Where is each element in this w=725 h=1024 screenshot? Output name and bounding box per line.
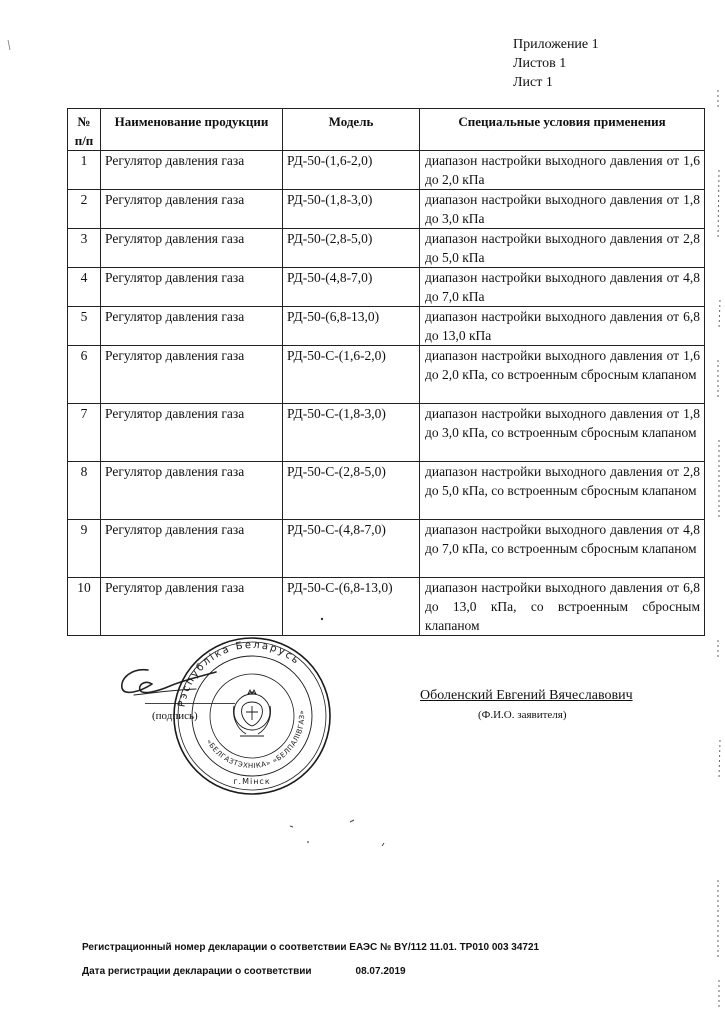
row-conditions: диапазон настройки выходного давления от 2,8 до 5,0 кПа, со встроенным сбросным клапаном (420, 462, 705, 520)
table-row (68, 307, 705, 346)
scan-edge-marks (706, 0, 725, 1024)
stamp-city: г.Мінск (233, 777, 271, 786)
registration-date-row (82, 966, 406, 977)
row-number: 1 (68, 151, 101, 190)
row-model: РД-50-(6,8-13,0) (283, 307, 420, 346)
appendix-header (513, 35, 599, 92)
sheet-number: Лист 1 (513, 75, 553, 90)
row-model: РД-50-С-(1,8-3,0) (283, 404, 420, 462)
row-product-name: Регулятор давления газа (101, 404, 283, 462)
row-product-name: Регулятор давления газа (101, 151, 283, 190)
table-row (68, 268, 705, 307)
row-model: РД-50-С-(4,8-7,0) (283, 520, 420, 578)
row-conditions: диапазон настройки выходного давления от 4,8 до 7,0 кПа, со встроенным сбросным клапаном (420, 520, 705, 578)
row-conditions: диапазон настройки выходного давления от 1,6 до 2,0 кПа, со встроенным сбросным клапаном (420, 346, 705, 404)
row-product-name: Регулятор давления газа (101, 578, 283, 636)
table-row (68, 462, 705, 520)
registration-number: Регистрационный номер декларации о соответствии ЕАЭС № BY/112 11.01. ТР010 003 34721 (82, 942, 540, 953)
table-body (68, 151, 705, 636)
row-conditions: диапазон настройки выходного давления от 1,6 до 2,0 кПа (420, 151, 705, 190)
stamp-outer-text: Рэспубліка Беларусь (176, 639, 303, 709)
row-model: РД-50-(1,8-3,0) (283, 190, 420, 229)
row-product-name: Регулятор давления газа (101, 520, 283, 578)
row-product-name: Регулятор давления газа (101, 462, 283, 520)
svg-text:«БЕЛГАЗТЭХНІКА» «БЕЛПАЛІВГАЗ» (205, 710, 306, 771)
row-product-name: Регулятор давления газа (101, 346, 283, 404)
table-row (68, 346, 705, 404)
applicant-caption: (Ф.И.О. заявителя) (478, 709, 567, 721)
row-number: 6 (68, 346, 101, 404)
row-conditions: диапазон настройки выходного давления от 4,8 до 7,0 кПа (420, 268, 705, 307)
column-header-name: Наименование продукции (101, 109, 283, 151)
row-number: 5 (68, 307, 101, 346)
row-model: РД-50-(4,8-7,0) (283, 268, 420, 307)
products-table (67, 108, 705, 636)
row-model: РД-50-С-(2,8-5,0) (283, 462, 420, 520)
row-number: 10 (68, 578, 101, 636)
row-number: 3 (68, 229, 101, 268)
svg-text:Рэспубліка Беларусь (177, 640, 303, 708)
applicant-name: Оболенский Евгений Вячеславович (420, 688, 633, 703)
row-model: РД-50-(1,6-2,0) (283, 151, 420, 190)
row-conditions: диапазон настройки выходного давления от 1,8 до 3,0 кПа (420, 190, 705, 229)
row-product-name: Регулятор давления газа (101, 229, 283, 268)
appendix-title: Приложение 1 (513, 37, 599, 52)
row-conditions: диапазон настройки выходного давления от 1,8 до 3,0 кПа, со встроенным сбросным клапаном (420, 404, 705, 462)
table-row (68, 229, 705, 268)
row-conditions: диапазон настройки выходного давления от 6,8 до 13,0 кПа (420, 307, 705, 346)
table-header-row (68, 109, 705, 151)
table-row (68, 151, 705, 190)
row-number: 4 (68, 268, 101, 307)
row-model: РД-50-С-(1,6-2,0) (283, 346, 420, 404)
table-row (68, 404, 705, 462)
table-row (68, 578, 705, 636)
row-product-name: Регулятор давления газа (101, 307, 283, 346)
registration-date-value: 08.07.2019 (355, 966, 406, 977)
signature-caption: (подпись) (152, 710, 198, 722)
row-model: РД-50-С-(6,8-13,0) (283, 578, 420, 636)
coat-of-arms-emblem (234, 690, 271, 736)
stamp-inner-text: «БЕЛГАЗТЭХНІКА» «БЕЛПАЛІВГАЗ» (204, 709, 307, 771)
row-number: 8 (68, 462, 101, 520)
registration-date-label: Дата регистрации декларации о соответствии (82, 966, 312, 977)
row-product-name: Регулятор давления газа (101, 268, 283, 307)
table-row (68, 520, 705, 578)
column-header-num: № п/п (68, 109, 101, 151)
sheets-total: Листов 1 (513, 56, 567, 71)
row-product-name: Регулятор давления газа (101, 190, 283, 229)
official-stamp (172, 636, 332, 796)
table-row (68, 190, 705, 229)
row-number: 2 (68, 190, 101, 229)
row-conditions: диапазон настройки выходного давления от 6,8 до 13,0 кПа, со встроенным сбросным клапаном (420, 578, 705, 636)
column-header-conditions: Специальные условия применения (420, 109, 705, 151)
row-conditions: диапазон настройки выходного давления от 2,8 до 5,0 кПа (420, 229, 705, 268)
column-header-model: Модель (283, 109, 420, 151)
row-model: РД-50-(2,8-5,0) (283, 229, 420, 268)
row-number: 9 (68, 520, 101, 578)
row-number: 7 (68, 404, 101, 462)
